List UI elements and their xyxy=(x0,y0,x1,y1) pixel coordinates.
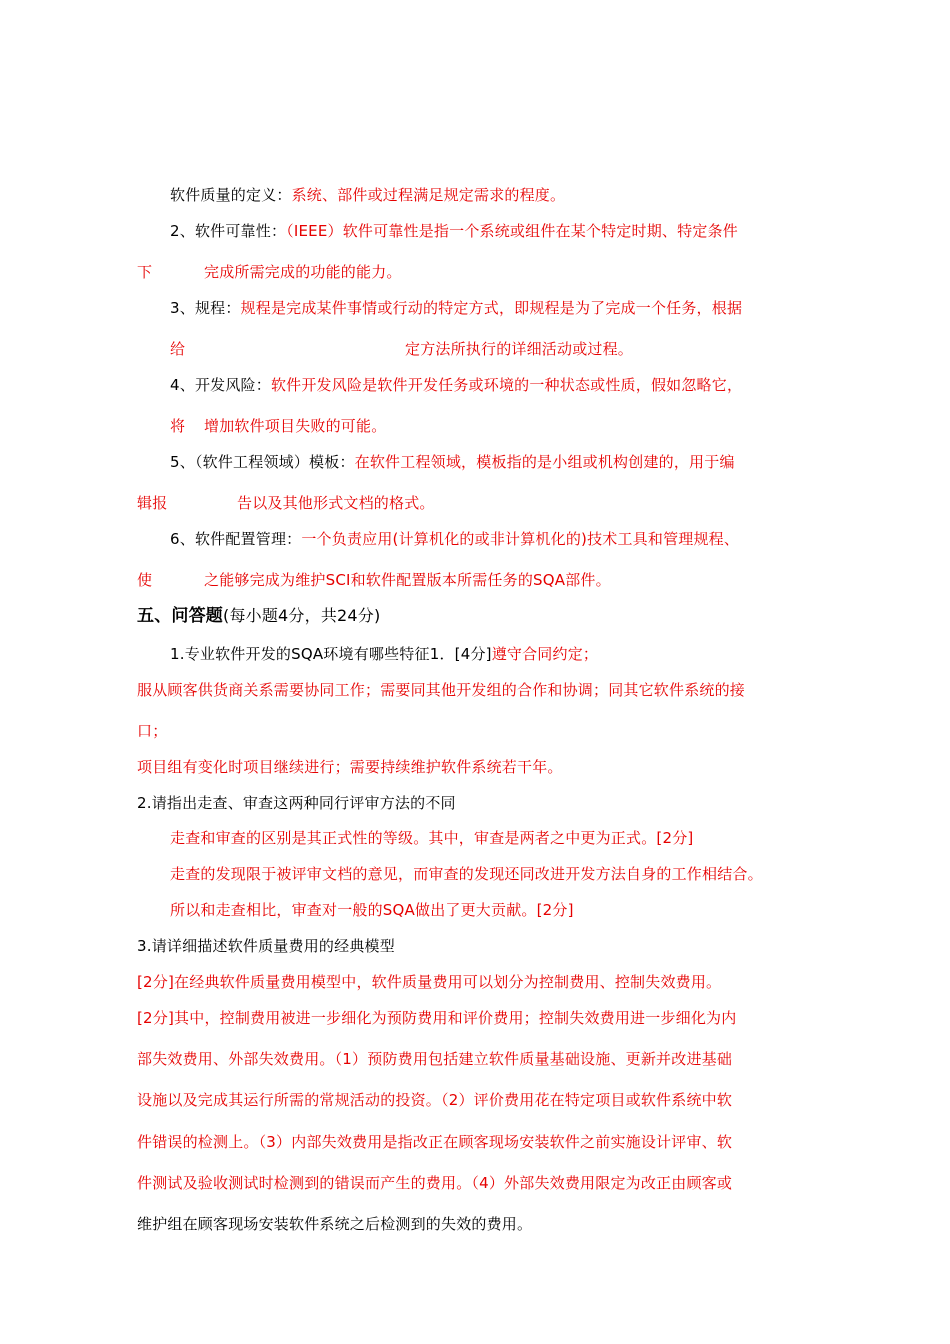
definition-text: 软件开发风险是软件开发任务或环境的一种状态或性质，假如忽略它， xyxy=(270,376,743,394)
section-heading xyxy=(137,605,380,627)
definition-scm-cont-b: 之能够完成为维护SCI和软件配置版本所需任务的SQA部件。 xyxy=(204,571,611,589)
answer-1-line-4: 项目组有变化时项目继续进行；需要持续维护软件系统若干年。 xyxy=(137,758,563,776)
definition-term: 软件质量的定义： xyxy=(170,186,292,204)
definition-procedure-cont-a: 给 xyxy=(170,340,186,358)
definition-template-cont-b: 告以及其他形式文档的格式。 xyxy=(237,494,435,512)
definition-term: 3、规程： xyxy=(170,299,241,317)
definition-risk xyxy=(170,375,742,395)
definition-risk-cont-b: 增加软件项目失败的可能。 xyxy=(204,417,387,435)
answer-3-line-3: 部失效费用、外部失效费用。（1）预防费用包括建立软件质量基础设施、更新并改进基础 xyxy=(137,1050,733,1068)
answer-1-line-2: 服从顾客供货商关系需要协同工作；需要同其他开发组的合作和协调；同其它软件系统的接 xyxy=(137,681,746,699)
definition-text: 在软件工程领域，模板指的是小组或机构创建的，用于编 xyxy=(354,453,735,471)
answer-3-line-4: 设施以及完成其运行所需的常规活动的投资。（2）评价费用花在特定项目或软件系统中软 xyxy=(137,1091,733,1109)
question-1 xyxy=(170,644,598,664)
definition-term: 2、软件可靠性： xyxy=(170,222,287,240)
answer-2-line-3: 所以和走查相比，审查对一般的SQA做出了更大贡献。[2分] xyxy=(170,901,574,919)
definition-procedure-cont-b: 定方法所执行的详细活动或过程。 xyxy=(405,340,634,358)
definition-reliability-cont-a: 下 xyxy=(137,263,153,281)
definition-software-quality xyxy=(170,185,565,205)
definition-scm-cont-a: 使 xyxy=(137,571,153,589)
definition-template xyxy=(170,452,735,472)
definition-text: （IEEE）软件可靠性是指一个系统或组件在某个特定时期、特定条件 xyxy=(286,222,738,240)
question-2: 2.请指出走查、审查这两种同行评审方法的不同 xyxy=(137,794,456,812)
definition-risk-cont-a: 将 xyxy=(170,417,186,435)
answer-2-line-2: 走查的发现限于被评审文档的意见，而审查的发现还同改进开发方法自身的工作相结合。 xyxy=(170,865,763,883)
section-title: 五、问答题 xyxy=(137,606,223,626)
answer-3-line-5: 件错误的检测上。（3）内部失效费用是指改正在顾客现场安装软件之前实施设计评审、软 xyxy=(137,1133,733,1151)
answer-1-line-3: 口； xyxy=(137,722,168,740)
definition-reliability xyxy=(170,221,738,241)
answer-text: 遵守合同约定； xyxy=(491,645,599,663)
answer-2-line-1: 走查和审查的区别是其正式性的等级。其中，审查是两者之中更为正式。[2分] xyxy=(170,829,694,847)
answer-3-line-7: 维护组在顾客现场安装软件系统之后检测到的失效的费用。 xyxy=(137,1215,533,1233)
answer-3-line-2: [2分]其中，控制费用被进一步细化为预防费用和评价费用；控制失效费用进一步细化为内 xyxy=(137,1009,737,1027)
section-subtitle: (每小题4分，共24分) xyxy=(223,606,381,625)
definition-text: 规程是完成某件事情或行动的特定方式，即规程是为了完成一个任务，根据 xyxy=(240,299,743,317)
definition-scm xyxy=(170,529,739,549)
definition-term: 6、软件配置管理： xyxy=(170,530,302,548)
definition-term: 5、（软件工程领域）模板： xyxy=(170,453,355,471)
question-3: 3.请详细描述软件质量费用的经典模型 xyxy=(137,937,395,955)
answer-3-line-1: [2分]在经典软件质量费用模型中，软件质量费用可以划分为控制费用、控制失效费用。 xyxy=(137,973,722,991)
definition-template-cont-a: 辑报 xyxy=(137,494,168,512)
definition-text: 一个负责应用(计算机化的或非计算机化的)技术工具和管理规程、 xyxy=(301,530,740,548)
answer-3-line-6: 件测试及验收测试时检测到的错误而产生的费用。（4）外部失效费用限定为改正由顾客或 xyxy=(137,1174,733,1192)
definition-text: 系统、部件或过程满足规定需求的程度。 xyxy=(291,186,566,204)
definition-reliability-cont-b: 完成所需完成的功能的能力。 xyxy=(204,263,402,281)
definition-term: 4、开发风险： xyxy=(170,376,271,394)
question-text: 1.专业软件开发的SQA环境有哪些特征1．[4分] xyxy=(170,645,492,663)
definition-procedure xyxy=(170,298,742,318)
